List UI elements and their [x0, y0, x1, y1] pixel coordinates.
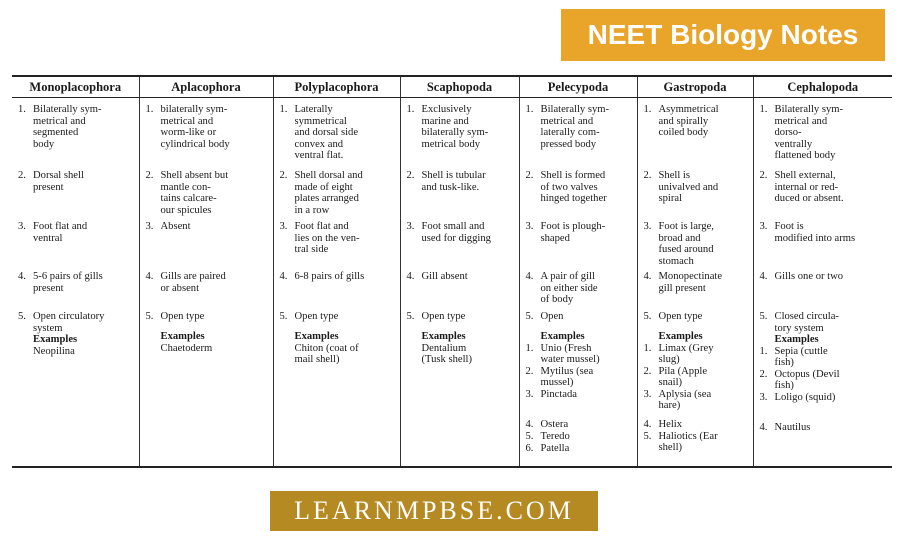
column-cell: [12, 98, 139, 467]
item-number: 5.: [406, 311, 415, 322]
example-text: Sepia (cuttle fish): [774, 345, 828, 369]
item-text: Open type: [160, 311, 205, 322]
example-text: Octopus (Devil fish): [774, 368, 840, 392]
feature-item: [760, 104, 889, 162]
item-number: 2.: [643, 170, 652, 181]
feature-item: [526, 104, 633, 150]
body-row: [12, 98, 892, 467]
example-item: [526, 431, 633, 443]
item-number: 1.: [18, 104, 26, 115]
item-number: 1.: [643, 104, 652, 115]
feature-item: [18, 311, 135, 334]
item-text: Open type: [658, 311, 703, 322]
example-number: 5.: [643, 430, 652, 442]
example-number: 5.: [525, 430, 534, 442]
examples-heading: Examples: [421, 331, 466, 342]
header-cephalopoda: Cephalopoda: [753, 77, 892, 98]
example-item: [760, 422, 889, 434]
example-number: 2.: [525, 365, 534, 377]
column-cell: [400, 98, 519, 467]
item-number: 4.: [643, 271, 652, 282]
feature-item: [760, 311, 889, 334]
examples-heading: Examples: [160, 331, 205, 342]
feature-item: [146, 104, 269, 150]
item-number: 4.: [759, 271, 768, 282]
example-text: Chaetoderm: [160, 342, 213, 354]
example-number: 3.: [525, 388, 534, 400]
item-number: 3.: [279, 221, 288, 232]
example-text: Helix: [658, 418, 683, 430]
item-text: Bilaterally sym- metrical and laterally com- pressed body: [540, 104, 610, 150]
example-number: 1.: [525, 342, 534, 354]
feature-item: [18, 104, 135, 150]
item-text: Open circulatory system: [33, 311, 105, 334]
example-text: Chiton (coat of mail shell): [294, 342, 359, 366]
feature-item: [146, 170, 269, 216]
item-number: 3.: [525, 221, 534, 232]
column-cell: [273, 98, 400, 467]
example-number: 1.: [759, 345, 768, 357]
item-number: 3.: [759, 221, 768, 232]
feature-item: [18, 170, 135, 193]
example-number: 1.: [643, 342, 652, 354]
example-number: 2.: [759, 368, 768, 380]
example-item: [760, 392, 889, 404]
item-text: Bilaterally sym- metrical and dorso- ventrally flattened body: [774, 104, 844, 162]
header-polyplacophora: Polyplacophora: [273, 77, 400, 98]
examples-heading: Examples: [774, 334, 819, 345]
item-text: Bilaterally sym- metrical and segmented body: [33, 104, 102, 150]
example-item: [526, 419, 633, 431]
item-text: Dorsal shell present: [33, 170, 84, 193]
item-text: 5-6 pairs of gills present: [33, 271, 103, 294]
example-item: [526, 389, 633, 401]
item-text: Foot flat and lies on the ven- tral side: [294, 221, 360, 256]
example-text: Dentalium (Tusk shell): [421, 342, 473, 366]
header-pelecypoda: Pelecypoda: [519, 77, 637, 98]
item-number: 2.: [279, 170, 288, 181]
site-footer-banner: LEARNMPBSE.COM: [270, 491, 598, 531]
example-item: [644, 389, 749, 412]
example-text: Limax (Grey slug): [658, 342, 714, 366]
feature-item: [407, 104, 515, 150]
feature-item: [280, 104, 396, 162]
item-text: Open type: [294, 311, 339, 322]
feature-item: [407, 221, 515, 244]
item-number: 1.: [759, 104, 768, 115]
item-number: 1.: [145, 104, 154, 115]
item-number: 5.: [145, 311, 154, 322]
column-cell: [637, 98, 753, 467]
item-text: Open type: [421, 311, 466, 322]
item-text: Shell external, internal or red- duced or absent.: [774, 170, 844, 205]
example-text: Aplysia (sea hare): [658, 388, 712, 412]
feature-item: [280, 311, 396, 323]
item-text: Absent: [160, 221, 191, 232]
item-text: Shell is univalved and spiral: [658, 170, 719, 205]
feature-item: [526, 221, 633, 244]
example-number: 4.: [643, 418, 652, 430]
feature-item: [146, 271, 269, 294]
item-number: 2.: [759, 170, 768, 181]
header-scaphopoda: Scaphopoda: [400, 77, 519, 98]
example-item: [644, 343, 749, 366]
item-text: Asymmetrical and spirally coiled body: [658, 104, 719, 139]
feature-item: [644, 221, 749, 267]
feature-item: [526, 170, 633, 205]
feature-item: [146, 311, 269, 323]
example-item: [644, 431, 749, 454]
item-text: Gills are paired or absent: [160, 271, 226, 294]
item-number: 1.: [406, 104, 415, 115]
item-number: 4.: [18, 271, 26, 282]
header-row: [12, 77, 892, 98]
item-number: 3.: [18, 221, 26, 232]
item-text: Shell is formed of two valves hinged together: [540, 170, 607, 205]
example-item: [644, 419, 749, 431]
item-text: bilaterally sym- metrical and worm-like or cylindrical body: [160, 104, 230, 150]
header-aplacophora: Aplacophora: [139, 77, 273, 98]
feature-item: [760, 271, 889, 283]
example-text: Neopilina: [33, 345, 75, 357]
item-number: 1.: [279, 104, 288, 115]
item-number: 2.: [18, 170, 26, 181]
example-item: [760, 369, 889, 392]
example-number: 4.: [759, 421, 768, 433]
example-item: [526, 443, 633, 455]
example-item: [760, 346, 889, 369]
column-cell: [753, 98, 892, 467]
feature-item: [18, 221, 135, 244]
item-text: Gill absent: [421, 271, 468, 282]
example-number: 3.: [643, 388, 652, 400]
feature-item: [18, 271, 135, 294]
item-number: 1.: [525, 104, 534, 115]
item-number: 4.: [525, 271, 534, 282]
item-text: Foot is modified into arms: [774, 221, 856, 244]
example-text: Ostera: [540, 418, 569, 430]
example-text: Loligo (squid): [774, 391, 836, 403]
item-text: Shell absent but mantle con- tains calcare- our spicules: [160, 170, 229, 216]
feature-item: [526, 271, 633, 306]
item-text: Closed circula- tory system: [774, 311, 839, 334]
feature-item: [644, 271, 749, 294]
feature-item: [280, 221, 396, 256]
feature-item: [280, 271, 396, 283]
examples-heading: Examples: [658, 331, 703, 342]
item-number: 2.: [406, 170, 415, 181]
example-text: Teredo: [540, 430, 570, 442]
example-text: Pinctada: [540, 388, 577, 400]
example-item: [526, 343, 633, 366]
example-item: [526, 366, 633, 389]
feature-item: [644, 104, 749, 139]
item-number: 5.: [759, 311, 768, 322]
item-number: 5.: [643, 311, 652, 322]
feature-item: [760, 170, 889, 205]
feature-item: [280, 170, 396, 216]
example-text: Haliotics (Ear shell): [658, 430, 718, 454]
item-text: Shell dorsal and made of eight plates arranged in a row: [294, 170, 363, 216]
feature-item: [526, 311, 633, 323]
example-text: Patella: [540, 442, 570, 454]
item-text: Shell is tubular and tusk-like.: [421, 170, 486, 193]
feature-item: [407, 271, 515, 283]
item-number: 4.: [406, 271, 415, 282]
item-text: Gills one or two: [774, 271, 844, 282]
mollusca-classes-table: [12, 75, 892, 468]
example-text: Mytilus (sea mussel): [540, 365, 594, 389]
item-number: 3.: [406, 221, 415, 232]
item-text: Open: [540, 311, 564, 322]
example-number: 4.: [525, 418, 534, 430]
examples-heading: Examples: [540, 331, 585, 342]
item-text: 6-8 pairs of gills: [294, 271, 365, 282]
examples-heading: Examples: [33, 334, 78, 345]
example-item: [644, 366, 749, 389]
notes-banner: NEET Biology Notes: [561, 9, 885, 61]
item-text: Monopectinate gill present: [658, 271, 723, 294]
example-text: Nautilus: [774, 421, 811, 433]
example-number: 3.: [759, 391, 768, 403]
example-number: 2.: [643, 365, 652, 377]
item-number: 3.: [145, 221, 154, 232]
feature-item: [407, 170, 515, 193]
column-cell: [139, 98, 273, 467]
item-number: 5.: [279, 311, 288, 322]
item-text: Foot small and used for digging: [421, 221, 491, 244]
item-number: 3.: [643, 221, 652, 232]
item-number: 2.: [525, 170, 534, 181]
item-text: Foot is large, broad and fused around stomach: [658, 221, 714, 267]
item-text: Foot is plough- shaped: [540, 221, 606, 244]
feature-item: [644, 311, 749, 323]
item-number: 2.: [145, 170, 154, 181]
feature-item: [146, 221, 269, 233]
examples-heading: Examples: [294, 331, 339, 342]
item-number: 4.: [279, 271, 288, 282]
item-number: 5.: [18, 311, 26, 322]
feature-item: [760, 221, 889, 244]
item-number: 5.: [525, 311, 534, 322]
feature-item: [644, 170, 749, 205]
item-text: Exclusively marine and bilaterally sym- metrical body: [421, 104, 489, 150]
column-cell: [519, 98, 637, 467]
item-text: A pair of gill on either side of body: [540, 271, 598, 306]
header-monoplacophora: Monoplacophora: [12, 77, 139, 98]
item-text: Foot flat and ventral: [33, 221, 88, 244]
example-text: Unio (Fresh water mussel): [540, 342, 600, 366]
example-text: Pila (Apple snail): [658, 365, 708, 389]
feature-item: [407, 311, 515, 323]
item-number: 4.: [145, 271, 154, 282]
item-text: Laterally symmetrical and dorsal side convex and ventral flat.: [294, 104, 359, 162]
header-gastropoda: Gastropoda: [637, 77, 753, 98]
example-number: 6.: [525, 442, 534, 454]
